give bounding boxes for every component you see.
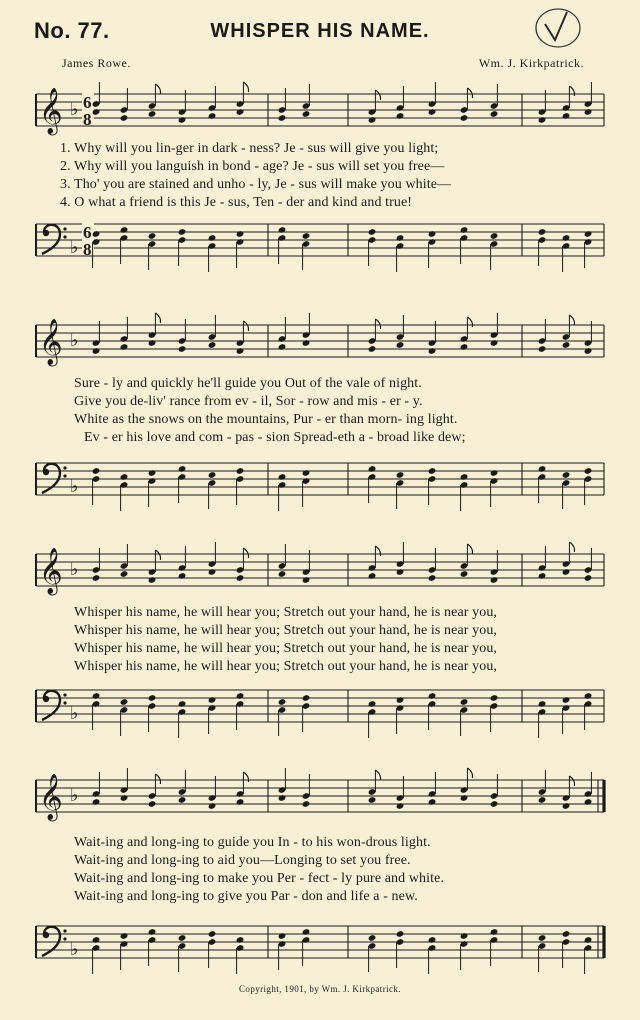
- svg-text:♭: ♭: [70, 476, 79, 497]
- verse-1-line-2: Sure - ly and quickly he'll guide you Out of the vale of night.: [74, 376, 422, 391]
- svg-text:♭: ♭: [70, 785, 79, 806]
- svg-text:♭: ♭: [70, 939, 79, 960]
- verse-2-line-2: Give you de-liv' rance from ev - il, Sor - row and mis - er - y.: [74, 394, 423, 409]
- svg-text:6: 6: [83, 223, 92, 242]
- svg-text:𝄞: 𝄞: [39, 774, 63, 820]
- svg-text:𝄞: 𝄞: [39, 548, 63, 594]
- refrain-end-line-4: Wait-ing and long-ing to give you Par - don and life a - new.: [74, 889, 418, 904]
- refrain-line-3: Whisper his name, he will hear you; Stretch out your hand, he is near you,: [74, 641, 498, 656]
- composer-credit: Wm. J. Kirkpatrick.: [478, 56, 584, 70]
- svg-text:8: 8: [83, 110, 92, 129]
- svg-text:♭: ♭: [70, 703, 79, 724]
- svg-text:♭: ♭: [70, 237, 79, 258]
- verse-3-line-1: 3. Tho' you are stained and unho - ly, Je - sus will make you white—: [60, 177, 452, 192]
- refrain-end-line-2: Wait-ing and long-ing to aid you—Longing to set you free.: [74, 853, 411, 868]
- refrain-end-line-3: Wait-ing and long-ing to make you Per - fect - ly pure and white.: [74, 871, 445, 886]
- verse-3-line-2: White as the snows on the mountains, Pur - er than morn- ing light.: [74, 412, 458, 427]
- hymn-number: No. 77.: [34, 18, 110, 43]
- verse-4-line-2: Ev - er his love and com - pas - sion Spread-eth a - broad like dew;: [84, 430, 466, 445]
- svg-text:8: 8: [83, 240, 92, 259]
- copyright-notice: Copyright, 1901, by Wm. J. Kirkpatrick.: [239, 984, 401, 994]
- refrain-line-4: Whisper his name, he will hear you; Stretch out your hand, he is near you,: [74, 659, 498, 674]
- svg-text:6: 6: [83, 93, 92, 112]
- svg-text:♭: ♭: [70, 99, 79, 120]
- lyricist-credit: James Rowe.: [62, 56, 131, 70]
- svg-text:♭: ♭: [70, 330, 79, 351]
- verse-1-line-1: 1. Why will you lin-ger in dark - ness? Je - sus will give you light;: [60, 141, 439, 156]
- svg-text:𝄞: 𝄞: [39, 319, 63, 365]
- refrain-end-line-1: Wait-ing and long-ing to guide you In - to his won-drous light.: [74, 835, 431, 850]
- verse-4-line-1: 4. O what a friend is this Je - sus, Ten - der and kind and true!: [60, 195, 413, 210]
- svg-text:𝄞: 𝄞: [39, 88, 63, 134]
- refrain-line-2: Whisper his name, he will hear you; Stretch out your hand, he is near you,: [74, 623, 498, 638]
- hymn-title: WHISPER HIS NAME.: [210, 20, 430, 42]
- svg-text:♭: ♭: [70, 559, 79, 580]
- verse-2-line-1: 2. Why will you languish in bond - age? Je - sus will set you free—: [60, 159, 445, 174]
- refrain-line-1: Whisper his name, he will hear you; Stretch out your hand, he is near you,: [74, 605, 498, 620]
